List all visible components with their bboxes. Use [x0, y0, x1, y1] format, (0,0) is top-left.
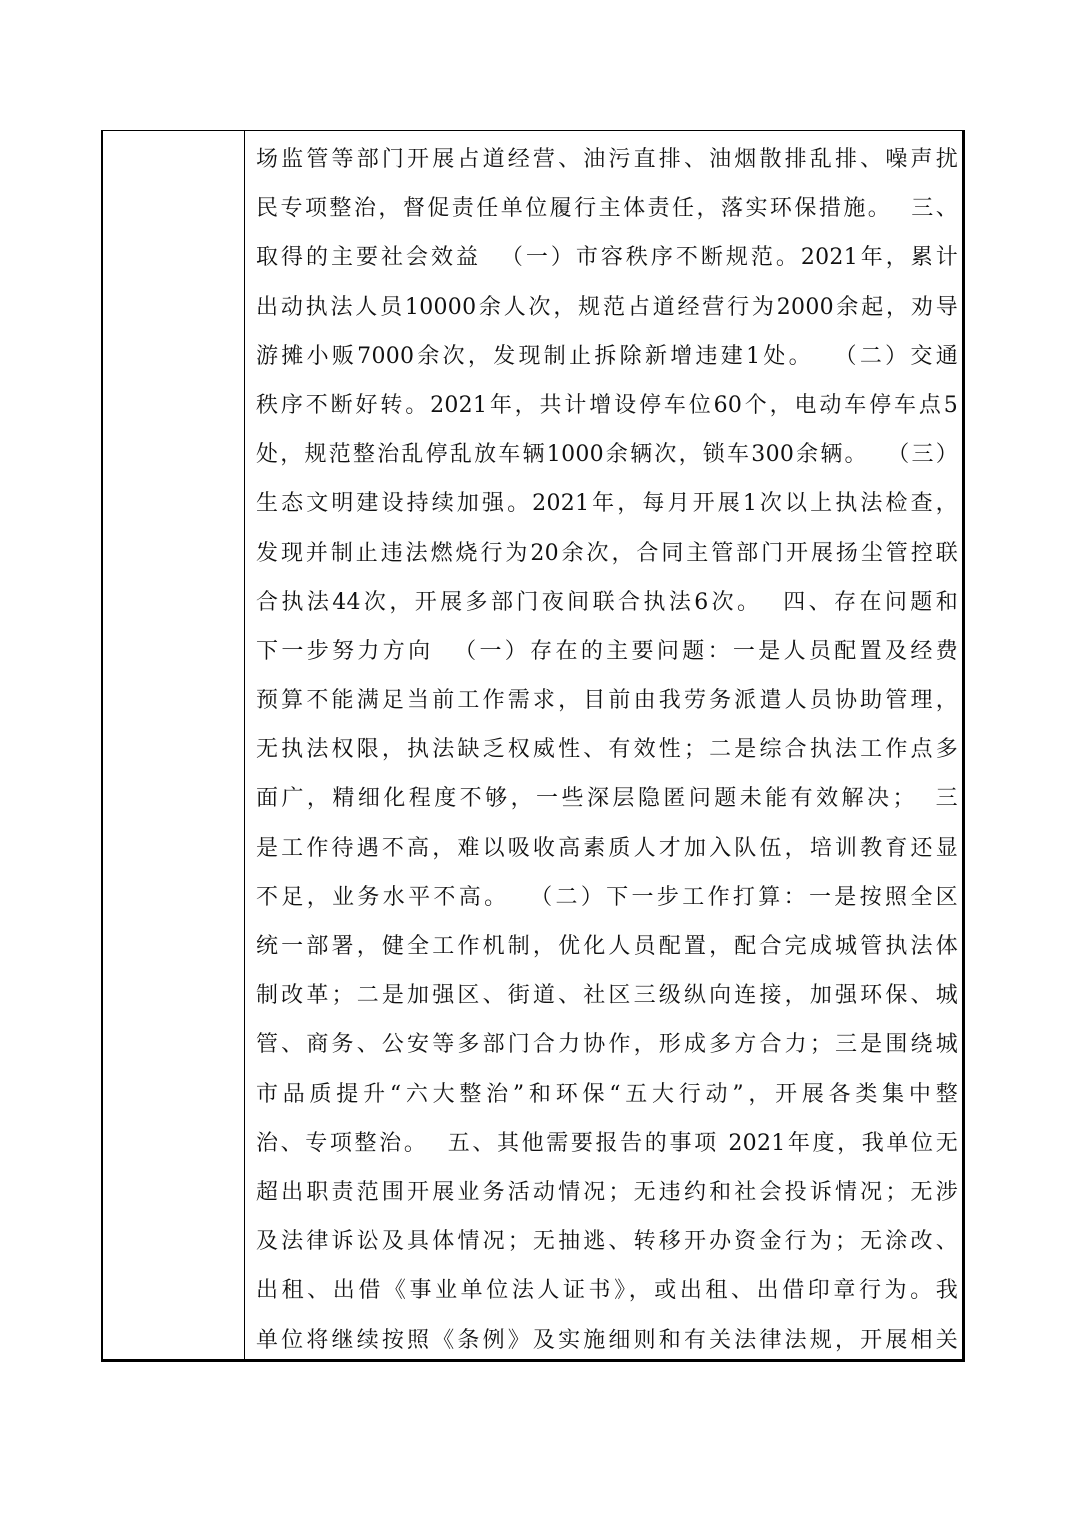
- text-line: 预算不能满足当前工作需求，目前由我劳务派遣人员协助管理，: [256, 688, 958, 714]
- text-line: 不足，业务水平不高。 （二）下一步工作打算：一是按照全区: [256, 884, 958, 910]
- text-line: 秩序不断好转。2021年，共计增设停车位60个，电动车停车点5: [256, 392, 958, 418]
- text-line: 市品质提升“六大整治”和环保“五大行动”，开展各类集中整: [256, 1081, 958, 1107]
- text-line: 取得的主要社会效益 （一）市容秩序不断规范。2021年，累计: [256, 245, 958, 271]
- text-line: 是工作待遇不高，难以吸收高素质人才加入队伍，培训教育还显: [256, 835, 958, 861]
- text-line: 出租、出借《事业单位法人证书》，或出租、出借印章行为。我: [256, 1278, 958, 1304]
- text-line: 治、专项整治。 五、其他需要报告的事项 2021年度，我单位无: [256, 1130, 958, 1156]
- text-line: 游摊小贩7000余次，发现制止拆除新增违建1处。 （二）交通: [256, 343, 958, 369]
- report-table: [101, 130, 965, 1362]
- text-line: 生态文明建设持续加强。2021年，每月开展1次以上执法检查，: [256, 491, 958, 517]
- text-line: 发现并制止违法燃烧行为20余次，合同主管部门开展扬尘管控联: [256, 540, 958, 566]
- text-line: 及法律诉讼及具体情况；无抽逃、转移开办资金行为；无涂改、: [256, 1229, 958, 1255]
- text-line: 单位将继续按照《条例》及实施细则和有关法律法规，开展相关: [256, 1327, 958, 1353]
- text-line: 民专项整治，督促责任单位履行主体责任，落实环保措施。 三、: [256, 196, 958, 222]
- text-line: 统一部署，健全工作机制，优化人员配置，配合完成城管执法体: [256, 934, 958, 959]
- table-label-cell: [103, 131, 244, 1359]
- text-line: 下一步努力方向 （一）存在的主要问题：一是人员配置及经费: [256, 638, 958, 664]
- text-line: 出动执法人员10000余人次，规范占道经营行为2000余起，劝导: [256, 294, 958, 320]
- text-line: 面广，精细化程度不够，一些深层隐匿问题未能有效解决； 三: [256, 786, 958, 812]
- text-line: 管、商务、公安等多部门合力协作，形成多方合力；三是围绕城: [256, 1032, 958, 1058]
- text-line: 制改革；二是加强区、街道、社区三级纵向连接，加强环保、城: [256, 983, 958, 1009]
- table-content-cell: [256, 135, 958, 1365]
- text-line: 超出职责范围开展业务活动情况；无违约和社会投诉情况；无涉: [256, 1179, 958, 1205]
- text-line: 合执法44次，开展多部门夜间联合执法6次。 四、存在问题和: [256, 589, 958, 615]
- text-line: 处，规范整治乱停乱放车辆1000余辆次，锁车300余辆。 （三）: [256, 442, 958, 468]
- column-divider: [244, 131, 245, 1359]
- text-line: 场监管等部门开展占道经营、油污直排、油烟散排乱排、噪声扰: [256, 147, 958, 172]
- text-line: 无执法权限，执法缺乏权威性、有效性；二是综合执法工作点多: [256, 737, 958, 763]
